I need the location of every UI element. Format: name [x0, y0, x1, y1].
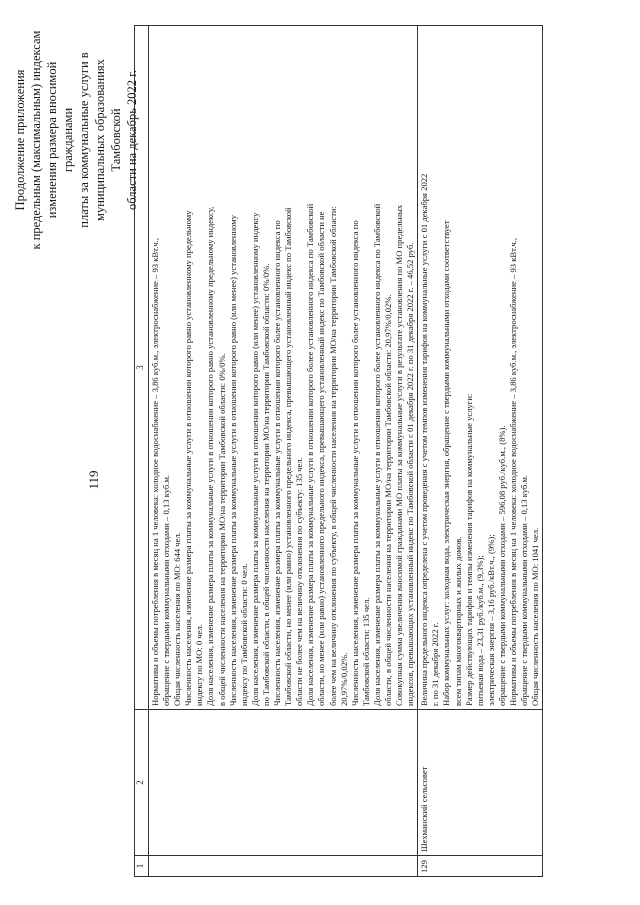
- description-line: индексов, превышающих установленный индекс по Тамбовской области с 01 декабря 2022 г. по 31 декабря 2022 г. – 46,52 руб.: [405, 242, 416, 706]
- row-number: 129: [418, 856, 543, 877]
- header-line: Продолжение приложения: [13, 69, 27, 211]
- description-line: Численность населения, изменение размера платы за коммунальные услуги в отношении которого равно установленному предельному: [183, 210, 194, 706]
- description-line: Общая численность населения по МО: 1041 чел.: [530, 527, 541, 706]
- header-line: к предельным (максимальным) индексам: [29, 30, 43, 250]
- description-line: более чем на величину отклонения по субъекту, в общей численности населения на территории МО/на территории Тамбовской области:: [327, 206, 338, 706]
- page-number: 119: [86, 470, 101, 490]
- description-line: в общей численности населения на территории МО/на территории Тамбовской области: 0%/0%.: [216, 353, 227, 706]
- column-header-3: 3: [135, 26, 149, 710]
- header-line: изменения размера вносимой гражданами: [45, 61, 75, 219]
- description-line: области, в общей численности населения на территории МО/на территории Тамбовской области: 20,97%/0,02%.: [382, 294, 393, 706]
- description-line: индексу по Тамбовской области: 0 чел.: [238, 563, 249, 706]
- description-line: обращение с твердыми коммунальными отходами – 0,13 куб.м.: [161, 474, 172, 706]
- column-header-2: 2: [135, 710, 149, 856]
- description-line: индексу по МО: 0 чел.: [194, 624, 205, 706]
- municipality-name: [149, 710, 418, 856]
- indices-table: [134, 25, 543, 877]
- description-line: обращение с твердыми коммунальными отходами – 596,08 руб./куб.м., (8%).: [496, 425, 507, 706]
- column-header-1: 1: [135, 856, 149, 877]
- description-line: Размер действующих тарифов и темпы изменения тарифов на коммунальные услуги:: [463, 393, 474, 706]
- description-line: электрическая энергия – 3,16 руб./кВт.ч., (9%);: [485, 534, 496, 706]
- description-line: Доля населения, изменение размера платы за коммунальные услуги в отношении которого равно (или менее) установленному индексу: [249, 212, 260, 706]
- description-line: Доля населения, изменение размера платы за коммунальные услуги в отношении которого равно установленному предельному индексу,: [205, 206, 216, 706]
- row-description: [418, 26, 543, 710]
- description-line: Доля населения, изменение размера платы за коммунальные услуги в отношении которого более установленного индекса по Тамбовской: [305, 203, 316, 706]
- description-line: Тамбовской области: 135 чел.: [360, 597, 371, 706]
- header-line: муниципальных образованиях Тамбовской: [93, 59, 123, 221]
- row-description: [149, 26, 418, 710]
- table-row: [418, 26, 543, 877]
- description-line: Численность населения, изменение размера платы за коммунальные услуги в отношении которого более установленного индекса по: [272, 220, 283, 706]
- table-header-row: [135, 26, 149, 877]
- description-line: Численность населения, изменение размера платы за коммунальные услуги в отношении которого более установленного индекса по: [349, 220, 360, 706]
- header-line: платы за коммунальные услуги в: [77, 52, 91, 228]
- description-line: Общая численность населения по МО: 644 чел.: [172, 532, 183, 706]
- description-line: области, но менее (или равно) установленного предельного индекса, превышающего установленный индекс по Тамбовской области не: [316, 211, 327, 706]
- description-line: Набор коммунальных услуг: холодная вода, электрическая энергия, обращение с твердыми коммунальными отходами соответствует: [441, 220, 452, 706]
- table-row: [149, 26, 418, 877]
- description-line: 20,97%/0,02%.: [338, 652, 349, 706]
- appendix-header: [12, 30, 140, 250]
- description-line: Величина предельного индекса определена с учетом проведения с учетом темпов изменения тарифов на коммунальные услуги с 01 декабря 2022: [419, 173, 430, 706]
- description-line: всем типам многоквартирных и жилых домов.: [452, 536, 463, 706]
- description-line: обращение с твердыми коммунальными отходами – 0,13 куб.м.: [519, 474, 530, 706]
- row-number: [149, 856, 418, 877]
- municipality-name: Шехманский сельсовет: [418, 710, 543, 856]
- description-line: Численность населения, изменение размера платы за коммунальные услуги в отношении которого равно (или менее) установленному: [227, 215, 238, 706]
- description-line: Совокупная сумма увеличения вносимой гражданами МО платы за коммунальные услуги в результате установления по МО предельных: [394, 204, 405, 706]
- description-line: г. по 31 декабря 2022 г.: [430, 622, 441, 706]
- header-line: области на декабрь 2022 г.: [125, 70, 139, 211]
- description-line: Нормативы и объемы потребления в месяц на 1 человека: холодное водоснабжение – 3,86 куб.м., электроснабжение – 93 кВт.ч.,: [508, 238, 518, 706]
- description-line: по Тамбовской области, в общей численности населения на территории МО/на территории Тамбовской области: 0%/0%.: [260, 263, 271, 706]
- description-line: Тамбовской области, но менее (или равно) установленного предельного индекса, превышающего установленный индекс по Тамбовской: [283, 207, 294, 706]
- description-line: Нормативы и объемы потребления в месяц на 1 человека: холодное водоснабжение – 3,86 куб.м., электроснабжение – 93 кВт.ч.,: [150, 238, 160, 706]
- description-line: питьевая вода – 23,31 руб./куб.м., (9,3%);: [474, 555, 485, 706]
- description-line: Доля населения, изменение размера платы за коммунальные услуги в отношении которого более установленного индекса по Тамбовской: [371, 203, 382, 706]
- description-line: области не более чем на величину отклонения по субъекту: 135 чел.: [294, 457, 305, 706]
